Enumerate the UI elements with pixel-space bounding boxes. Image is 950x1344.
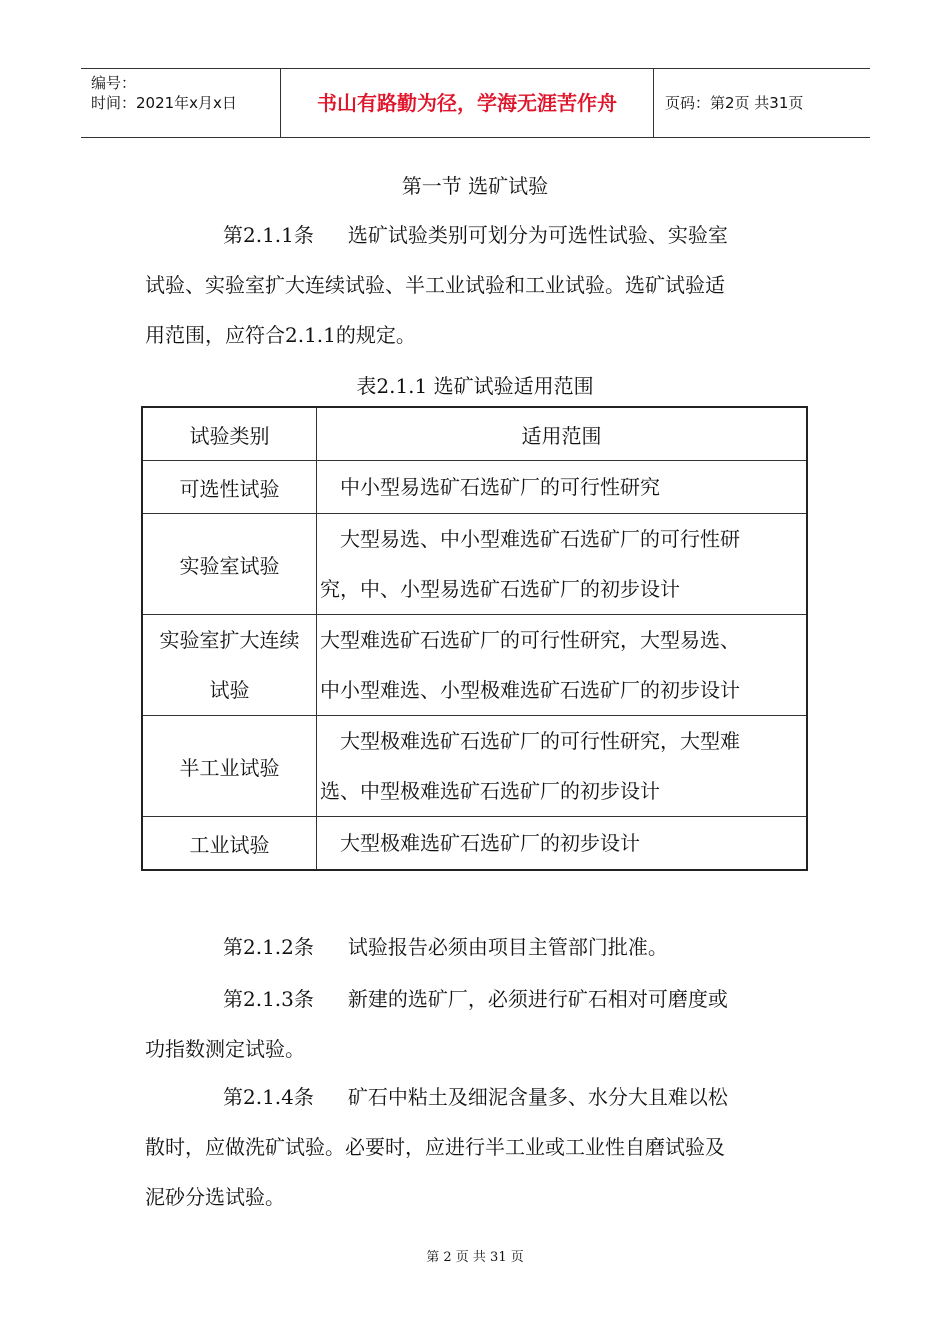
article-text: 选矿试验类别可划分为可选性试验、实验室 <box>347 223 728 247</box>
article-number: 第2.1.3条 <box>223 987 314 1011</box>
table-header-scope: 适用范围 <box>317 407 808 461</box>
scope-table <box>141 406 808 871</box>
table-row <box>142 615 807 716</box>
page-header <box>81 68 870 138</box>
article-2-1-1 <box>145 210 805 360</box>
article-text: 散时，应做洗矿试验。必要时，应进行半工业或工业性自磨试验及 <box>145 1135 725 1159</box>
article-text: 试验、实验室扩大连续试验、半工业试验和工业试验。选矿试验适 <box>145 273 725 297</box>
row-scope-line: 大型难选矿石选矿厂的可行性研究，大型易选、 <box>320 628 740 652</box>
row-scope: 中小型易选矿石选矿厂的可行性研究 <box>317 461 808 514</box>
page-footer: 第 2 页 共 31 页 <box>426 1250 524 1265</box>
article-2-1-3 <box>145 974 805 1074</box>
row-scope-line: 大型易选、中小型难选矿石选矿厂的可行性研 <box>320 527 740 551</box>
article-text: 矿石中粘土及细泥含量多、水分大且难以松 <box>347 1085 728 1109</box>
table-header-row <box>142 407 807 461</box>
header-page-info: 页码：第2页 共31页 <box>665 94 804 112</box>
row-scope-line: 大型极难选矿石选矿厂的可行性研究，大型难 <box>320 729 740 753</box>
article-number: 第2.1.1条 <box>223 223 314 247</box>
article-2-1-2 <box>145 922 805 972</box>
table-caption: 表2.1.1 选矿试验适用范围 <box>356 374 594 398</box>
row-category-line: 实验室扩大连续 <box>159 628 300 652</box>
article-text: 新建的选矿厂，必须进行矿石相对可磨度或 <box>347 987 728 1011</box>
section-title: 第一节 选矿试验 <box>401 174 549 198</box>
row-scope: 大型极难选矿石选矿厂的初步设计 <box>317 817 808 871</box>
row-scope-line: 中小型难选、小型极难选矿石选矿厂的初步设计 <box>320 678 740 702</box>
row-scope <box>317 615 808 716</box>
doc-number-label: 编号： <box>91 74 137 92</box>
row-category: 实验室试验 <box>142 514 317 615</box>
row-scope-line: 究，中、小型易选矿石选矿厂的初步设计 <box>320 577 680 601</box>
table-row <box>142 716 807 817</box>
article-text: 泥砂分选试验。 <box>145 1185 285 1209</box>
row-category-line: 试验 <box>209 678 250 702</box>
table-row <box>142 514 807 615</box>
row-category: 可选性试验 <box>142 461 317 514</box>
row-scope <box>317 716 808 817</box>
header-meta <box>81 69 281 137</box>
article-text: 试验报告必须由项目主管部门批准。 <box>347 935 668 959</box>
table-row <box>142 461 807 514</box>
time-label: 时间：2021年x月x日 <box>91 94 237 112</box>
header-motto: 书山有路勤为径，学海无涯苦作舟 <box>281 69 654 137</box>
article-number: 第2.1.2条 <box>223 935 314 959</box>
row-category: 工业试验 <box>142 817 317 871</box>
article-text: 功指数测定试验。 <box>145 1037 305 1061</box>
article-text: 用范围，应符合2.1.1的规定。 <box>145 323 416 347</box>
article-number: 第2.1.4条 <box>223 1085 314 1109</box>
row-scope <box>317 514 808 615</box>
row-category <box>142 615 317 716</box>
article-2-1-4 <box>145 1072 805 1222</box>
row-scope-line: 选、中型极难选矿石选矿厂的初步设计 <box>320 779 660 803</box>
row-category: 半工业试验 <box>142 716 317 817</box>
table-header-category: 试验类别 <box>142 407 317 461</box>
table-row <box>142 817 807 871</box>
